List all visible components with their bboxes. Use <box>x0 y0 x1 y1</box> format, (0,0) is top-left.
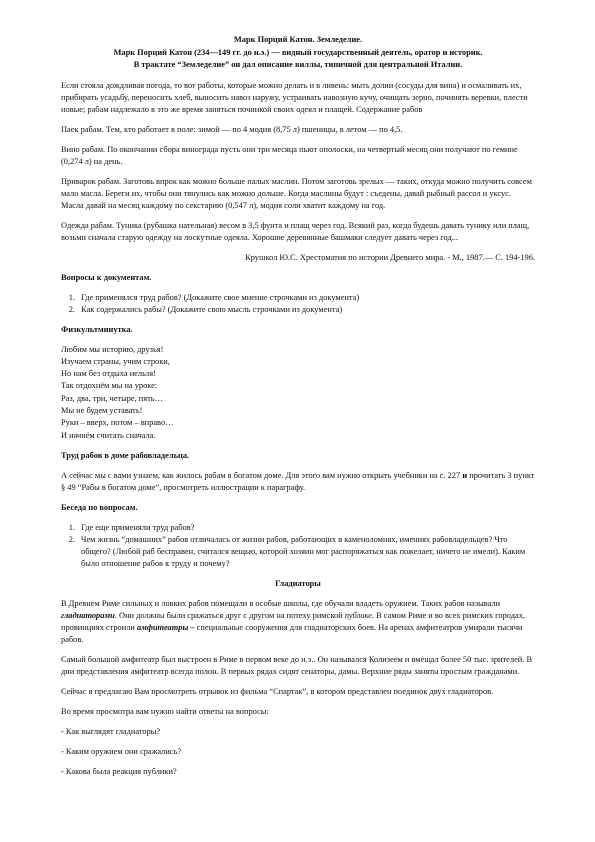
section-heading: Вопросы к документам. <box>61 272 152 282</box>
text-run: публике <box>344 610 372 620</box>
poem-line: Любим мы историю, друзья! <box>61 344 164 354</box>
paragraph: Вино рабам. По окончании сбора винограда пусть они три месяца пьют ополоски, на четвертый месяц они получают по гемине (0,274 л) на день. <box>61 144 518 166</box>
poem-line: Изучаем страны, учим строки, <box>61 356 170 366</box>
poem-line: Так отдохнём мы на уроке: <box>61 381 158 391</box>
text-run: А сейчас мы с вами узнаем, как жилось рабам в богатом доме. Для этого вам нужно открыть учебники на с. 227 <box>61 470 463 480</box>
question-line: - Какова была реакция публики? <box>61 766 177 776</box>
paragraph <box>61 470 535 494</box>
text-run: прочитать 3 пункт § 49 “Рабы в богатом доме”, просмотреть иллюстрации к параграфу. <box>61 470 535 492</box>
paragraph: Одежда рабам. Туника (рубашка нательная) весом в 3,5 фунта и плащ через год. Всякий раз, когда будешь давать тунику или плащ, возьми сначала старую одежду на лоскутные одеяла. Хорошие деревянные башмаки следует давать через год... <box>61 220 530 242</box>
poem-line: И начнём считать сначала. <box>61 430 156 440</box>
paragraph: Приварок рабам. Заготовь впрок как можно больше палых маслин. Потом заготовь зрелых — таких, откуда можно получить совсем мало масла. Береги их, чтобы они тянулись как можно дольше. Когда маслины будут : съедены, давай рыбный рассол и уксус. Масла давай на месяц каждому по секстарию (0,547 л), модия соли хватит каждому на год. <box>61 176 532 210</box>
subtitle-line: В трактате “Земледелие” он дал описание виллы, типичной для центральной Италии. <box>133 60 463 69</box>
poem-line: Раз, два, три, четыре, пять… <box>61 393 163 403</box>
question-line: - Каким оружием они сражались? <box>61 746 182 756</box>
section-heading: Беседа по вопросам. <box>61 502 138 512</box>
list-item-text: Как содержались рабы? (Докажите свою мысль строчками из документа) <box>81 304 343 314</box>
paragraph: Если стояла дождливая погода, то вот работы, которые можно делать и в ливень: мыть долии (сосуды для вина) и осмаливать их, прибирать усадьбу, переносить хлеб, выносить навоз наружу, устраивать навозную кучу, очищать зерно, починять веревки, плести новые; рабам надлежало в это же время заняться починкой своих одеял и плащей. Содержание рабов <box>61 80 528 114</box>
list-item-text: Где применялся труд рабов? (Докажите свое мнение строчками из документа) <box>81 292 360 302</box>
text-run: . Они должны были сражаться друг с другом на потеху римской <box>114 610 345 620</box>
list-item-text: Чем жизнь “домашних” рабов отличалась от жизни рабов, работающих в каменоломнях, имениях рабовладельцев? Что общего? (Любой раб бесправен, считался вещью, которой хозяин мог распоряжаться как пожелает, ничего не имели). Каким было отношение рабов к труду и почему? <box>81 534 526 568</box>
list-item <box>61 534 535 570</box>
text-run: . В самом Риме и во всех римских городах, провинциях строили <box>61 610 525 632</box>
document-title <box>61 34 535 72</box>
list-number: 1. <box>68 292 75 302</box>
text-run: специальные сооружения для гладиаторских боев. На аренах амфитеатров умирали тысячи рабов. <box>61 622 523 644</box>
section-heading: Физкультминутка. <box>61 324 133 334</box>
text-run: амфитеатры – <box>136 622 195 632</box>
poem <box>61 344 535 442</box>
paragraph: Во время просмотра вам нужно найти ответы на вопросы: <box>61 706 269 716</box>
text-run: В Древнем Риме сильных и ловких рабов помещали в особые школы, где обучали владеть оружием. Таких рабов называли <box>61 598 501 608</box>
question-list <box>61 522 535 570</box>
list-item <box>61 522 535 534</box>
citation: Крушкол Ю.С. Хрестоматия по истории Древнего мира. - М., 1987.— С. 194-196. <box>245 252 535 262</box>
document-page <box>61 34 535 786</box>
section-heading: Гладиаторы <box>275 578 321 588</box>
question-line: - Как выглядят гладиаторы? <box>61 726 161 736</box>
paragraph: Паек рабам. Тем, кто работает в поле: зимой — по 4 модия (8,75 л) пшеницы, в летом — по 4,5. <box>61 124 403 134</box>
title-line: Марк Порций Катон. Земледелие. <box>233 35 363 44</box>
list-number: 2. <box>68 534 75 544</box>
poem-line: Но нам без отдыха нельзя! <box>61 369 156 379</box>
poem-line: Руки – вверх, потом – вправо… <box>61 418 174 428</box>
text-run: гладиаторами <box>61 610 115 620</box>
list-number: 1. <box>68 522 75 532</box>
list-number: 2. <box>68 304 75 314</box>
text-run: и <box>462 470 468 480</box>
section-heading: Труд рабов в доме рабовладельца. <box>61 450 190 460</box>
subtitle-line: Марк Порций Катон (234—149 гг. до н.э.) — видный государственный деятель, оратор и историк. <box>113 47 483 57</box>
paragraph: Сейчас я предлагаю Вам просмотреть отрывок из фильма “Спартак”, в котором представлен поединок двух гладиаторов. <box>61 686 494 696</box>
list-item <box>61 292 535 304</box>
paragraph <box>61 598 535 646</box>
list-item-text: Где еще применяли труд рабов? <box>81 522 195 532</box>
question-list <box>61 292 535 316</box>
poem-line: Мы не будем уставать! <box>61 405 143 415</box>
list-item <box>61 304 535 316</box>
paragraph: Самый большой амфитеатр был выстроен в Риме в первом веке до н.э.. Он назывался Колизеем и вмещал более 50 тыс. зрителей. В дни представления амфитеатр всегда полон. В первых рядах сидят сенаторы, дамы. Верхние ряды заняты простым гражданами. <box>61 654 533 676</box>
